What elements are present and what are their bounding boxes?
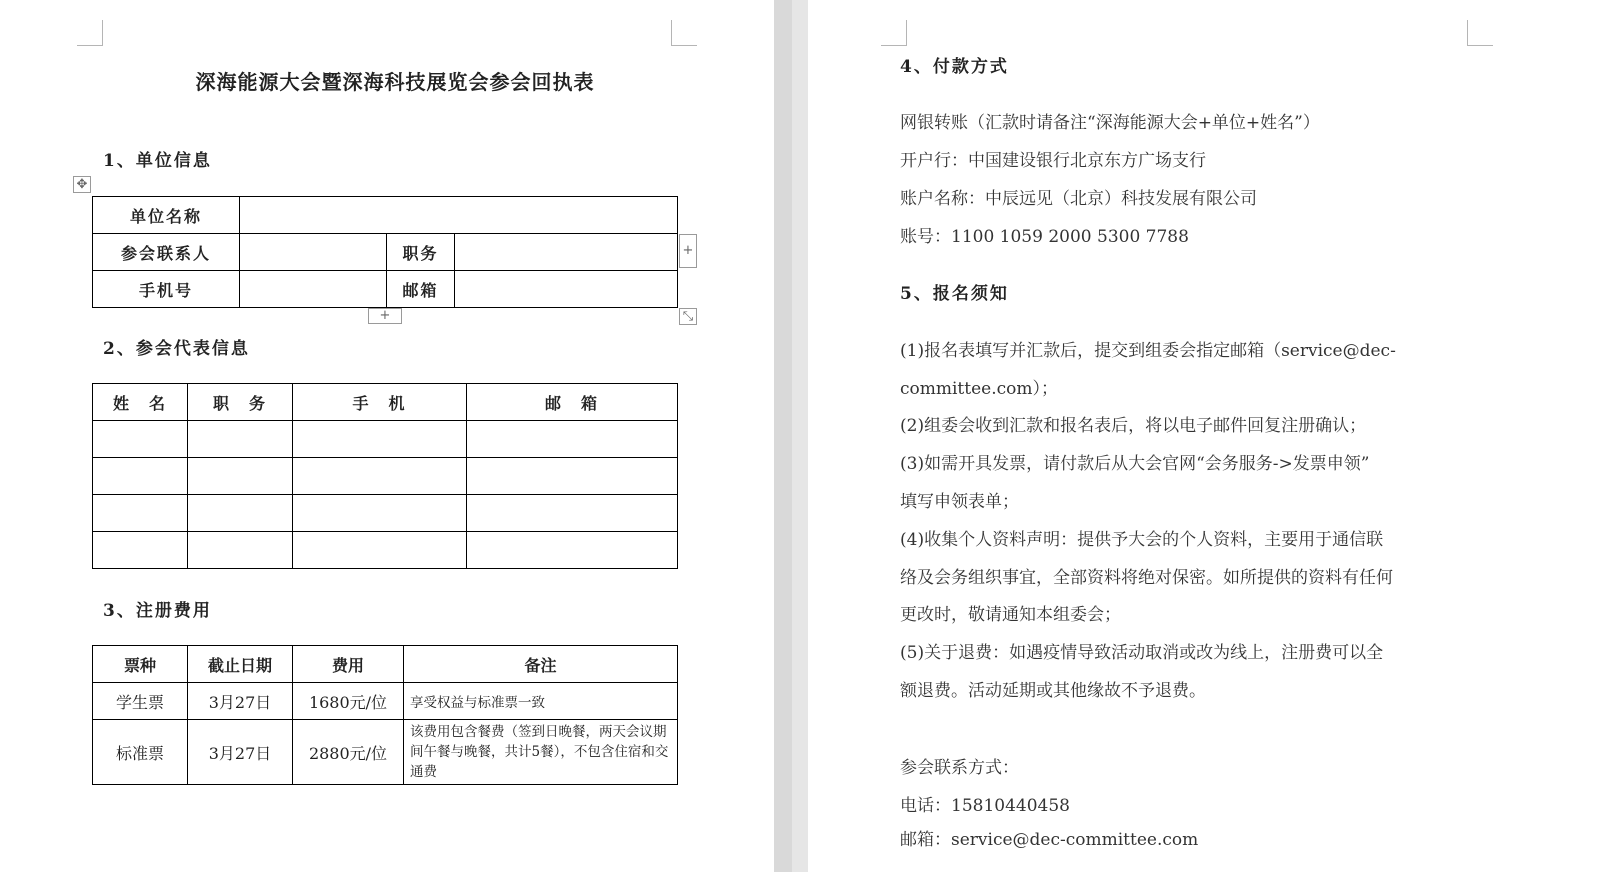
table-row	[93, 421, 678, 458]
header-note: 备注	[404, 646, 678, 683]
org-info-table	[92, 196, 678, 308]
document-page-left	[0, 0, 790, 872]
table-row	[93, 495, 678, 532]
header-ticket-type: 票种	[93, 646, 188, 683]
notice-line: (1)报名表填写并汇款后，提交到组委会指定邮箱（service@dec-	[900, 341, 1396, 361]
note-cell: 享受权益与标准票一致	[404, 683, 678, 720]
header-deadline: 截止日期	[188, 646, 293, 683]
document-page-right	[808, 0, 1598, 872]
header-mobile: 手 机	[293, 384, 467, 421]
header-name: 姓 名	[93, 384, 188, 421]
deadline-cell: 3月27日	[188, 720, 293, 785]
header-email: 邮 箱	[467, 384, 678, 421]
email-label: 邮箱	[387, 271, 455, 308]
table-cell[interactable]	[93, 532, 188, 569]
page-divider	[774, 0, 792, 872]
page-corner-mark	[881, 20, 907, 46]
payment-line: 账号：1100 1059 2000 5300 7788	[900, 227, 1189, 247]
section-heading-payment: 4、付款方式	[900, 57, 1009, 77]
section-heading-registration-fee: 3、注册费用	[103, 601, 212, 621]
deadline-cell: 3月27日	[188, 683, 293, 720]
table-cell[interactable]	[293, 458, 467, 495]
table-cell[interactable]	[93, 495, 188, 532]
fee-table	[92, 645, 678, 785]
table-row	[93, 532, 678, 569]
page-corner-mark	[1467, 20, 1493, 46]
contact-heading: 参会联系方式：	[900, 758, 1019, 778]
table-cell[interactable]	[293, 532, 467, 569]
phone-label: 手机号	[93, 271, 240, 308]
table-cell[interactable]	[293, 421, 467, 458]
header-position: 职 务	[188, 384, 293, 421]
contact-label: 参会联系人	[93, 234, 240, 271]
delegate-table	[92, 383, 678, 569]
table-cell[interactable]	[93, 421, 188, 458]
notice-line: (3)如需开具发票，请付款后从大会官网“会务服务->发票申领”	[900, 454, 1370, 474]
phone-cell[interactable]	[240, 271, 387, 308]
table-cell[interactable]	[467, 495, 678, 532]
payment-line: 账户名称：中辰远见（北京）科技发展有限公司	[900, 189, 1257, 209]
contact-email: 邮箱：service@dec-committee.com	[900, 830, 1199, 850]
page-corner-mark	[671, 20, 697, 46]
table-row	[93, 720, 678, 785]
table-move-handle-icon[interactable]: ✥	[73, 176, 91, 193]
page-corner-mark	[77, 20, 103, 46]
table-cell[interactable]	[188, 495, 293, 532]
add-column-button[interactable]: +	[679, 234, 697, 268]
contact-cell[interactable]	[240, 234, 387, 271]
section-heading-notice: 5、报名须知	[900, 284, 1009, 304]
position-label: 职务	[387, 234, 455, 271]
table-cell[interactable]	[188, 532, 293, 569]
table-cell[interactable]	[188, 421, 293, 458]
header-fee: 费用	[293, 646, 404, 683]
position-cell[interactable]	[455, 234, 678, 271]
table-resize-icon[interactable]: ⤡	[679, 308, 697, 325]
contact-phone: 电话：15810440458	[900, 796, 1070, 816]
notice-line: (5)关于退费：如遇疫情导致活动取消或改为线上，注册费可以全	[900, 643, 1384, 663]
section-heading-org-info: 1、单位信息	[103, 151, 212, 171]
ticket-type-cell: 学生票	[93, 683, 188, 720]
notice-line: 更改时，敬请通知本组委会；	[900, 605, 1121, 625]
ticket-type-cell: 标准票	[93, 720, 188, 785]
org-name-label: 单位名称	[93, 197, 240, 234]
table-cell[interactable]	[467, 532, 678, 569]
table-cell[interactable]	[467, 458, 678, 495]
add-row-button[interactable]: +	[368, 308, 402, 324]
table-cell[interactable]	[467, 421, 678, 458]
org-name-cell[interactable]	[240, 197, 678, 234]
table-cell[interactable]	[188, 458, 293, 495]
table-row	[93, 683, 678, 720]
note-cell: 该费用包含餐费（签到日晚餐，两天会议期间午餐与晚餐，共计5餐），不包含住宿和交通费	[404, 720, 678, 785]
fee-cell: 2880元/位	[293, 720, 404, 785]
document-title: 深海能源大会暨深海科技展览会参会回执表	[195, 70, 595, 94]
table-cell[interactable]	[93, 458, 188, 495]
notice-line: (4)收集个人资料声明：提供予大会的个人资料，主要用于通信联	[900, 530, 1384, 550]
notice-line: committee.com）；	[900, 379, 1058, 399]
notice-line: 填写申领表单；	[900, 492, 1019, 512]
payment-line: 开户行：中国建设银行北京东方广场支行	[900, 151, 1206, 171]
section-heading-delegate-info: 2、参会代表信息	[103, 339, 250, 359]
payment-line: 网银转账（汇款时请备注“深海能源大会+单位+姓名”）	[900, 113, 1320, 133]
table-cell[interactable]	[293, 495, 467, 532]
notice-line: 额退费。活动延期或其他缘故不予退费。	[900, 681, 1206, 701]
notice-line: (2)组委会收到汇款和报名表后，将以电子邮件回复注册确认；	[900, 416, 1367, 436]
email-cell[interactable]	[455, 271, 678, 308]
notice-line: 络及会务组织事宜，全部资料将绝对保密。如所提供的资料有任何	[900, 568, 1393, 588]
fee-cell: 1680元/位	[293, 683, 404, 720]
table-row	[93, 458, 678, 495]
